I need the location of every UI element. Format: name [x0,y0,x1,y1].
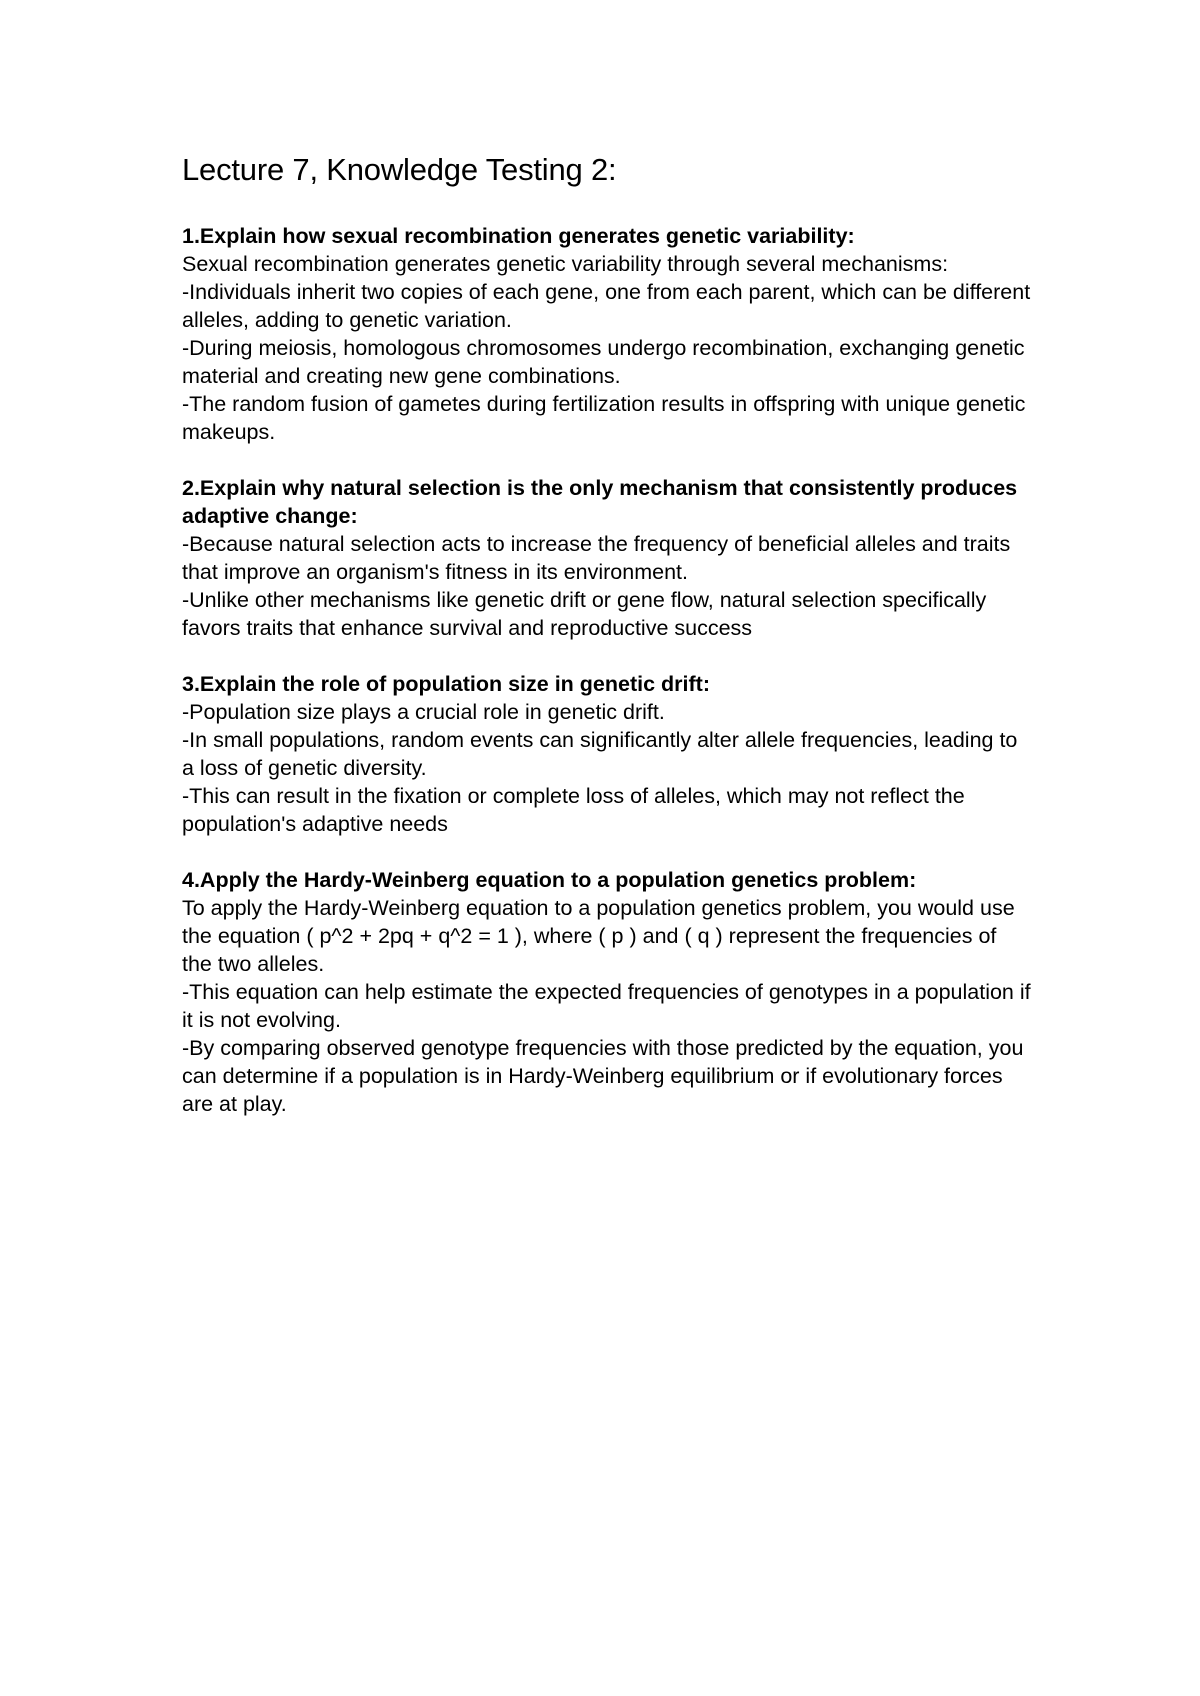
answer-line: -During meiosis, homologous chromosomes undergo recombination, exchanging genetic material and creating new gene combinations. [182,336,1025,388]
question-heading: 4.Apply the Hardy-Weinberg equation to a population genetics problem: [182,868,917,892]
answer-line: To apply the Hardy-Weinberg equation to a population genetics problem, you would use the equation ( p^2 + 2pq + q^2 = 1 ), where ( p ) and ( q ) represent the frequencies of the two alleles. [182,896,1015,976]
section-natural-selection [182,474,1032,642]
answer-line: Sexual recombination generates genetic variability through several mechanisms: [182,252,949,276]
section-genetic-drift [182,670,1032,838]
answer-line: -This can result in the fixation or complete loss of alleles, which may not reflect the population's adaptive needs [182,784,965,836]
answer-line: -By comparing observed genotype frequencies with those predicted by the equation, you can determine if a population is in Hardy-Weinberg equilibrium or if evolutionary forces are at play. [182,1036,1024,1116]
answer-line: -Unlike other mechanisms like genetic drift or gene flow, natural selection specifically favors traits that enhance survival and reproductive success [182,588,987,640]
answer-line: -In small populations, random events can significantly alter allele frequencies, leading to a loss of genetic diversity. [182,728,1018,780]
section-sexual-recombination [182,222,1032,446]
answer-line: -The random fusion of gametes during fertilization results in offspring with unique genetic makeups. [182,392,1026,444]
answer-line: -Individuals inherit two copies of each gene, one from each parent, which can be different alleles, adding to genetic variation. [182,280,1031,332]
document-content [182,150,1032,1146]
answer-line: -Because natural selection acts to increase the frequency of beneficial alleles and traits that improve an organism's fitness in its environment. [182,532,1011,584]
question-heading: 1.Explain how sexual recombination generates genetic variability: [182,224,855,248]
document-title: Lecture 7, Knowledge Testing 2: [182,152,617,187]
question-heading: 3.Explain the role of population size in genetic drift: [182,672,710,696]
answer-line: -Population size plays a crucial role in genetic drift. [182,700,665,724]
question-heading: 2.Explain why natural selection is the only mechanism that consistently produces adaptive change: [182,476,1018,528]
answer-line: -This equation can help estimate the expected frequencies of genotypes in a population if it is not evolving. [182,980,1031,1032]
section-hardy-weinberg [182,866,1032,1118]
